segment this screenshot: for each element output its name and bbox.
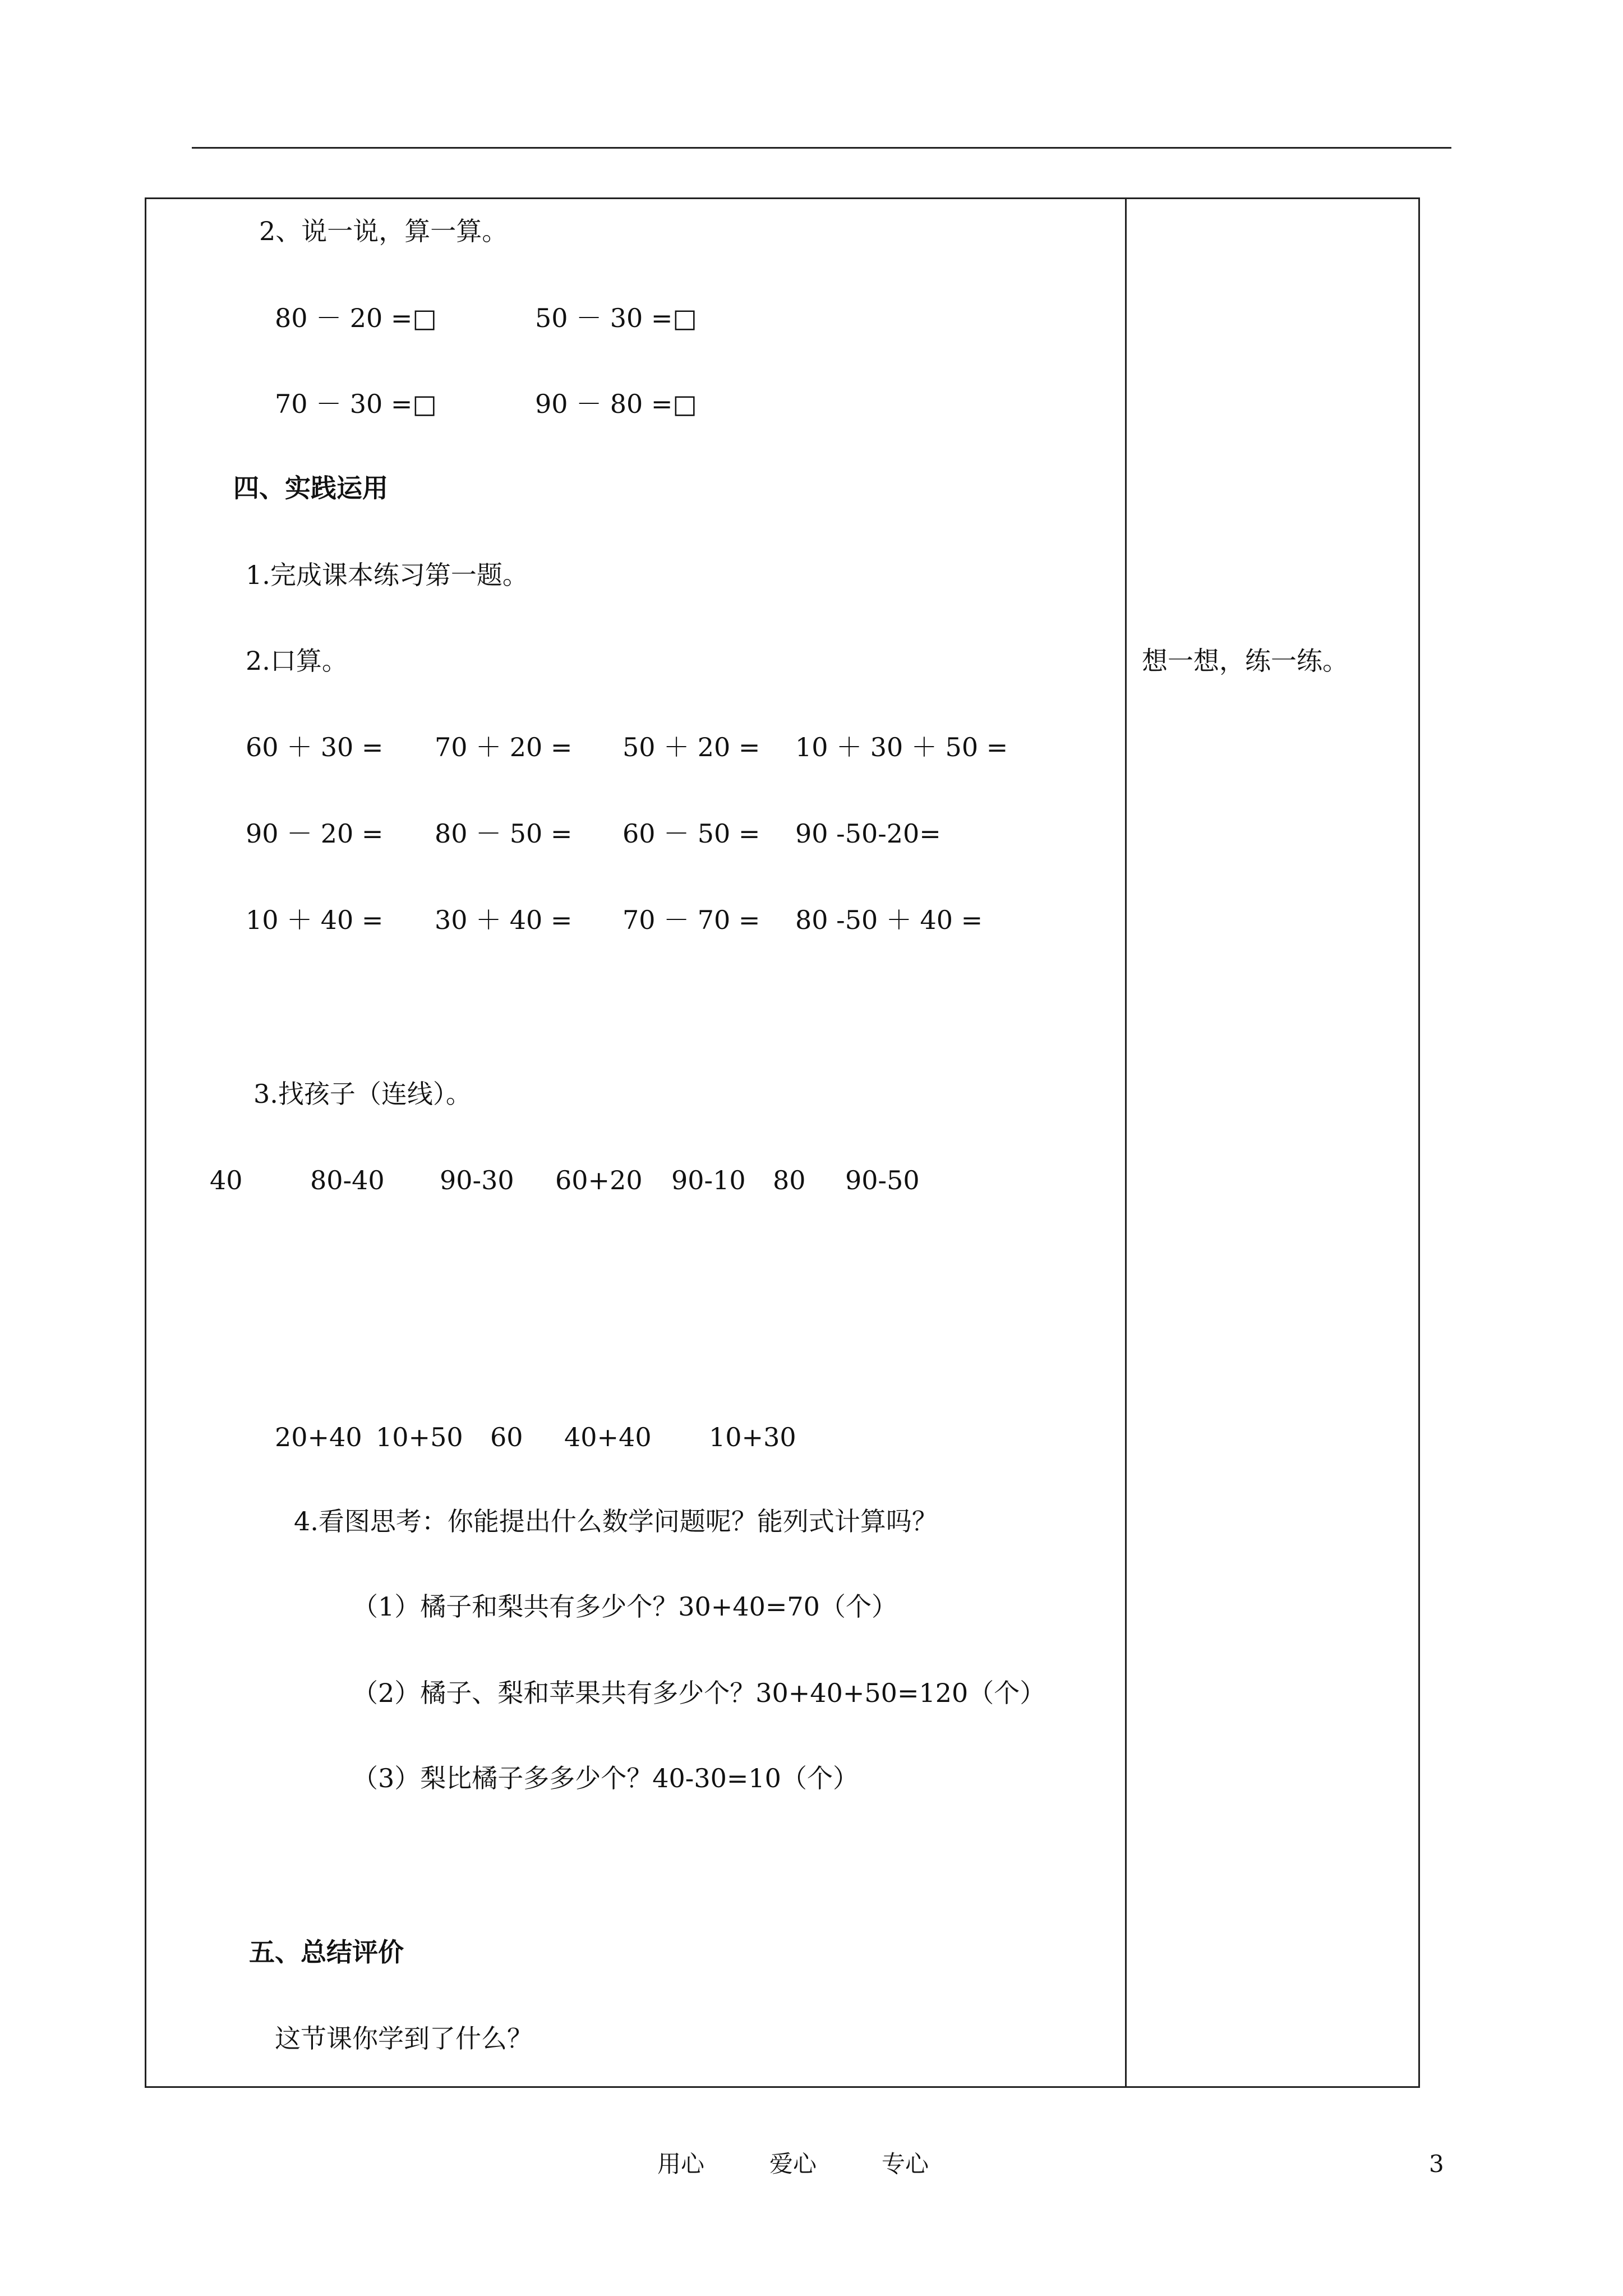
question-1: （1）橘子和梨共有多少个？30+40=70（个） bbox=[352, 1591, 897, 1622]
match-bottom-item: 40+40 bbox=[564, 1422, 652, 1452]
match-bottom-item: 10+50 bbox=[376, 1422, 463, 1452]
match-top-item: 40 bbox=[210, 1165, 243, 1195]
exercise-70-30: 70 － 30 =□ bbox=[275, 389, 437, 419]
oral-calc: 70 － 70 = bbox=[623, 905, 760, 935]
footer-word: 专心 bbox=[882, 2150, 929, 2178]
header-rule bbox=[192, 147, 1451, 149]
oral-calc: 90 -50-20= bbox=[795, 818, 941, 849]
oral-calc: 30 ＋ 40 = bbox=[435, 905, 573, 935]
page-number: 3 bbox=[1429, 2150, 1444, 2178]
section-5-heading: 五、总结评价 bbox=[249, 1937, 404, 1967]
oral-calc: 50 ＋ 20 = bbox=[623, 732, 760, 762]
exercise-50-30: 50 － 30 =□ bbox=[535, 303, 697, 333]
oral-calc: 90 － 20 = bbox=[246, 818, 384, 849]
match-top-item: 80 bbox=[773, 1165, 806, 1195]
footer-word: 用心 bbox=[657, 2150, 705, 2178]
match-top-item: 80-40 bbox=[310, 1165, 385, 1195]
section-2-title: 2、说一说，算一算。 bbox=[259, 216, 508, 246]
oral-calc: 60 ＋ 30 = bbox=[246, 732, 384, 762]
exercise-90-80: 90 － 80 =□ bbox=[535, 389, 697, 419]
practice-item-2: 2.口算。 bbox=[246, 646, 348, 676]
match-bottom-item: 20+40 bbox=[275, 1422, 362, 1452]
oral-calc: 60 － 50 = bbox=[623, 818, 760, 849]
practice-item-1: 1.完成课本练习第一题。 bbox=[246, 560, 528, 590]
question-3: （3）梨比橘子多多少个？40-30=10（个） bbox=[352, 1763, 859, 1793]
summary-question: 这节课你学到了什么？ bbox=[275, 2023, 533, 2054]
section-4-heading: 四、实践运用 bbox=[233, 473, 388, 503]
match-top-item: 90-50 bbox=[845, 1165, 920, 1195]
oral-calc: 80 -50 ＋ 40 = bbox=[795, 905, 983, 935]
match-bottom-item: 60 bbox=[490, 1422, 523, 1452]
oral-calc: 10 ＋ 40 = bbox=[246, 905, 384, 935]
question-2: （2）橘子、梨和苹果共有多少个？30+40+50=120（个） bbox=[352, 1678, 1046, 1708]
oral-calc: 10 ＋ 30 ＋ 50 = bbox=[795, 732, 1008, 762]
match-top-item: 90-10 bbox=[671, 1165, 746, 1195]
side-note: 想一想，练一练。 bbox=[1142, 646, 1348, 676]
practice-item-4: 4.看图思考：你能提出什么数学问题呢？能列式计算吗？ bbox=[294, 1506, 938, 1536]
exercise-80-20: 80 － 20 =□ bbox=[275, 303, 437, 333]
table-column-divider bbox=[1125, 197, 1127, 2088]
practice-item-3: 3.找孩子（连线）。 bbox=[253, 1079, 472, 1109]
match-top-item: 90-30 bbox=[440, 1165, 514, 1195]
match-top-item: 60+20 bbox=[555, 1165, 643, 1195]
footer-word: 爱心 bbox=[769, 2150, 817, 2178]
match-bottom-item: 10+30 bbox=[709, 1422, 796, 1452]
oral-calc: 80 － 50 = bbox=[435, 818, 573, 849]
oral-calc: 70 ＋ 20 = bbox=[435, 732, 573, 762]
